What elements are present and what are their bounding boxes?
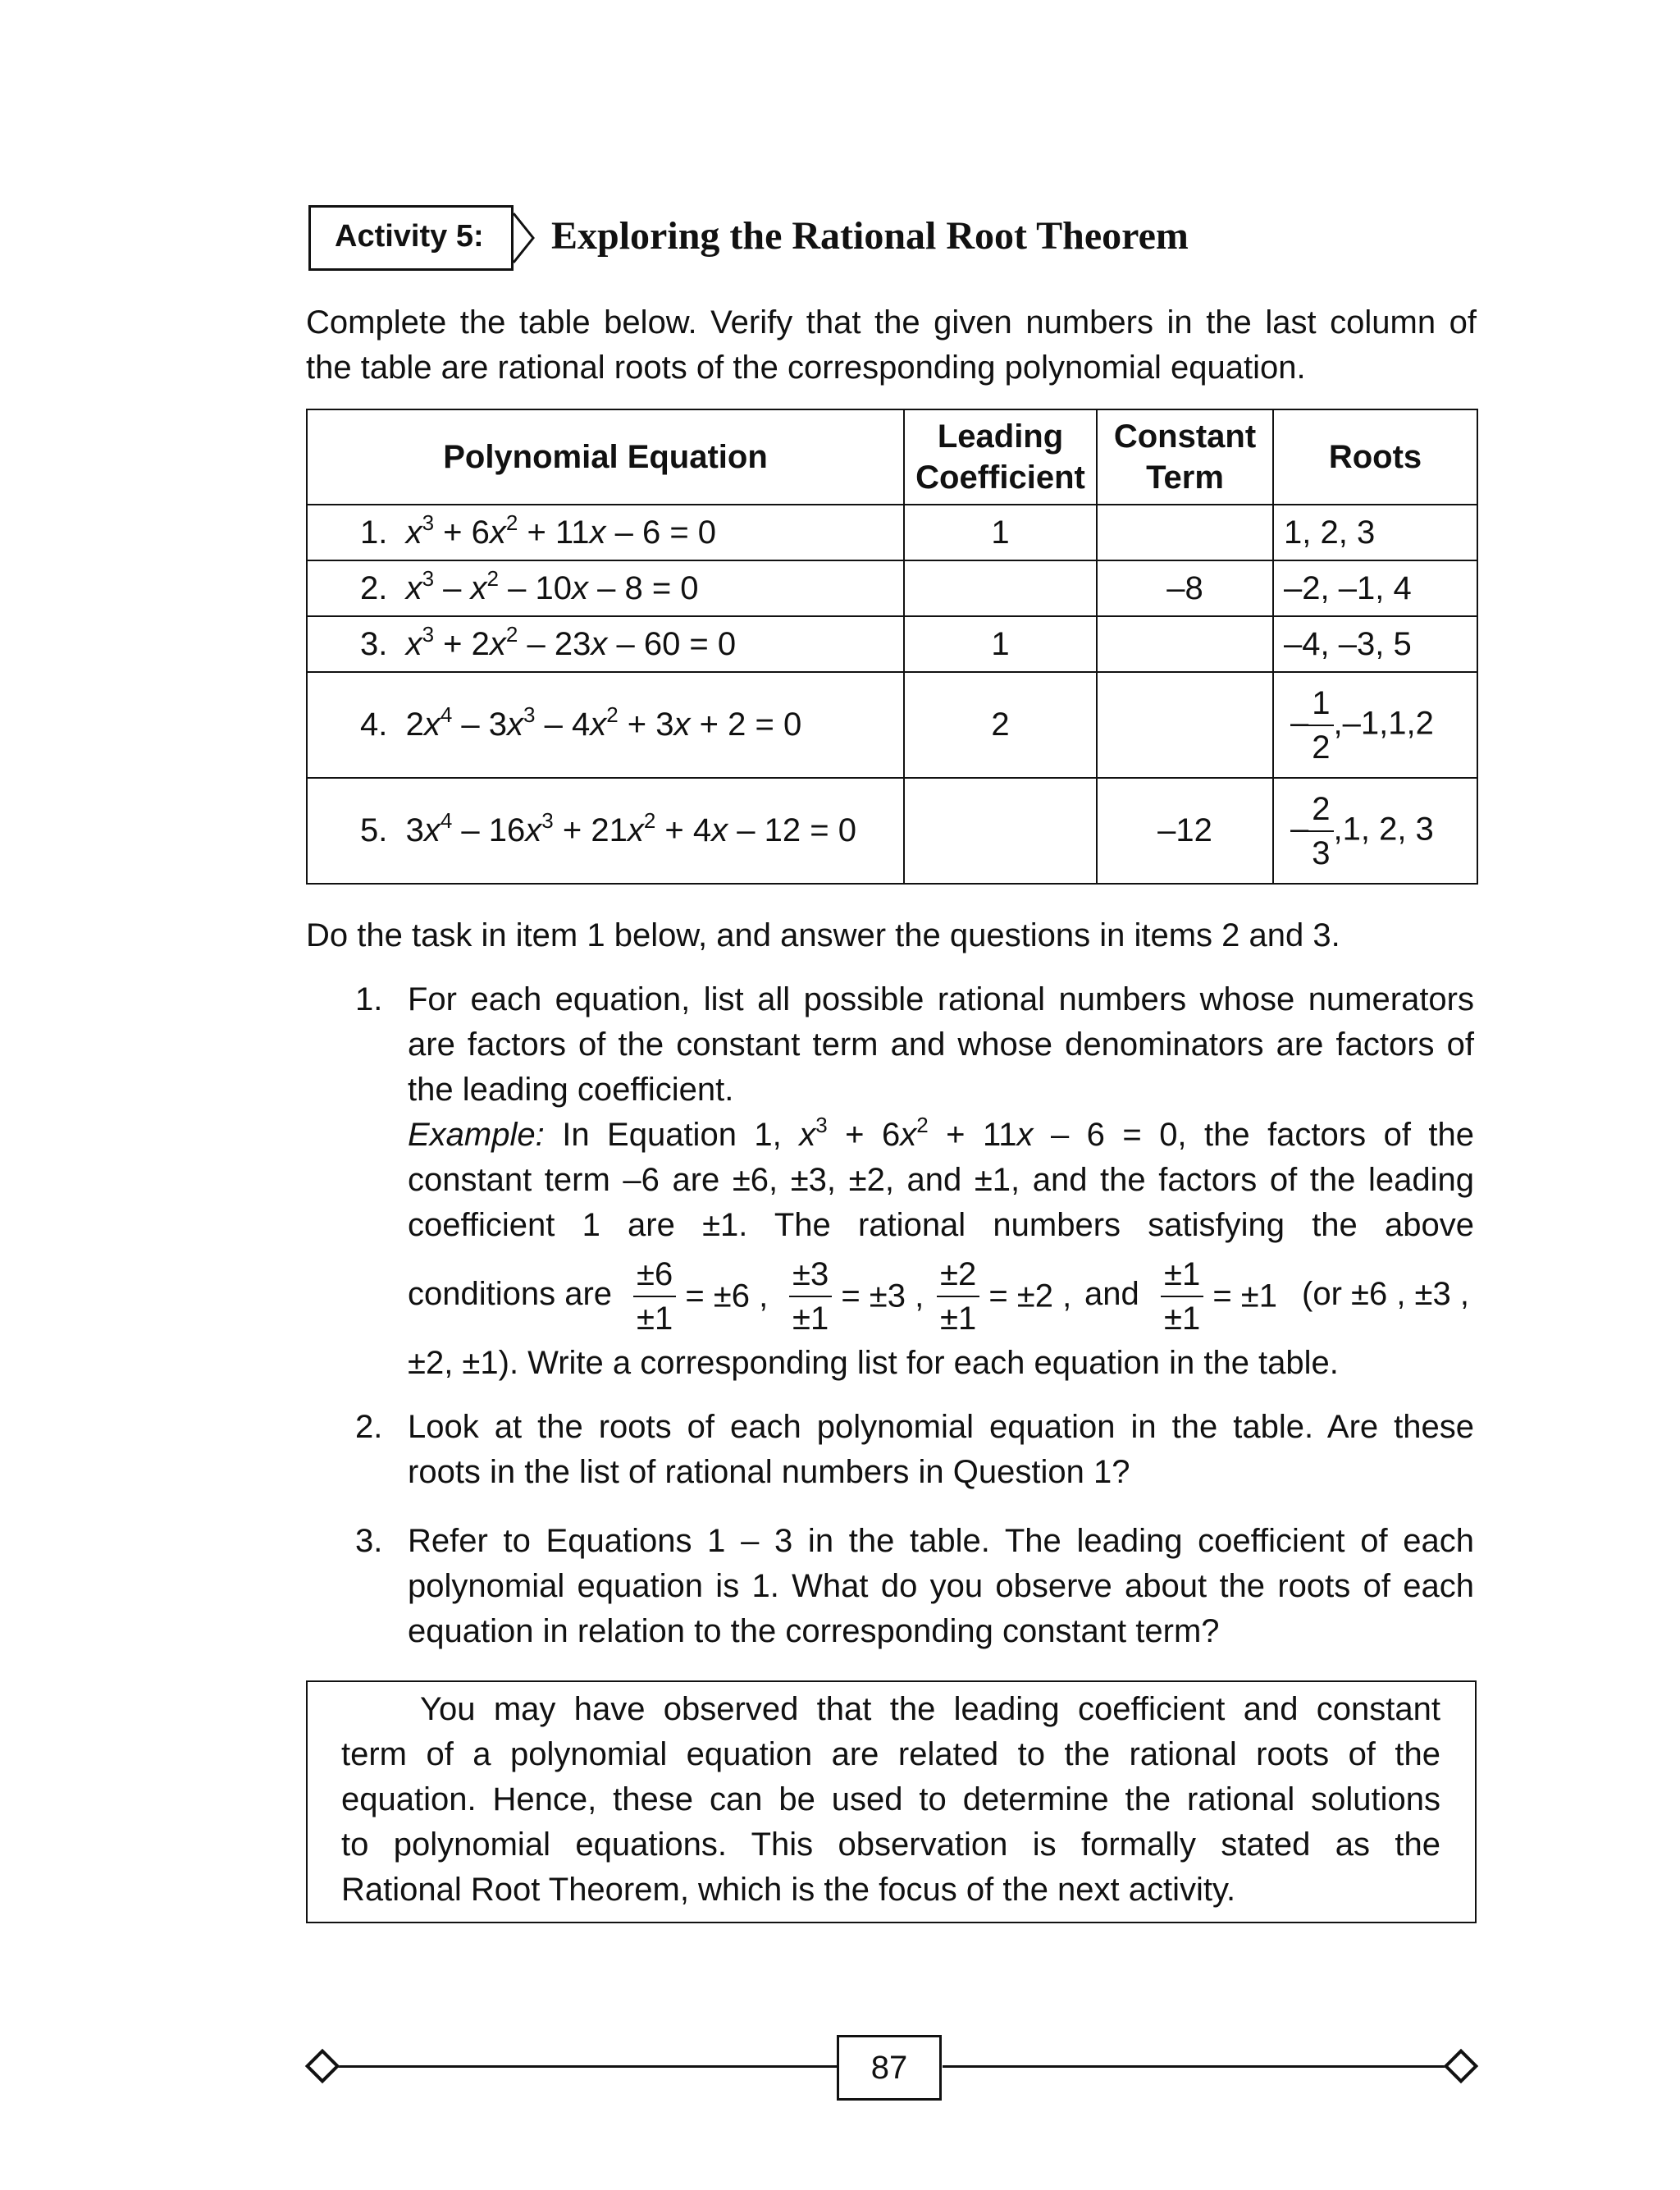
leading-coefficient-cell: 1 [904, 616, 1097, 672]
constant-term-cell [1097, 672, 1273, 778]
constant-term-cell: –12 [1097, 778, 1273, 884]
leading-coefficient-cell [904, 778, 1097, 884]
header-constant-term: Constant Term [1097, 409, 1273, 505]
footer-rule-right [943, 2065, 1459, 2068]
and-word: and [1084, 1276, 1139, 1312]
roots-cell: –4, –3, 5 [1273, 616, 1477, 672]
item-1-text [408, 977, 1474, 1248]
item-1-line: the leading coefficient. [408, 1072, 734, 1108]
leading-coefficient-cell [904, 560, 1097, 616]
constant-term-cell: –8 [1097, 560, 1273, 616]
activity-title: Exploring the Rational Root Theorem [551, 214, 1189, 258]
item-1-line: constant term –6 are ±6, ±3, ±2, and ±1, and the factors of the leading [408, 1162, 1474, 1198]
table-row [307, 505, 1477, 560]
leading-coefficient-cell: 1 [904, 505, 1097, 560]
instructions: Do the task in item 1 below, and answer the questions in items 2 and 3. [306, 917, 1340, 953]
rational-candidates-formula [408, 1246, 1478, 1344]
item-1-line: are factors of the constant term and whose denominators are factors of [408, 1026, 1474, 1063]
item-3-text [408, 1519, 1474, 1654]
fraction-2: $\frac{\pm 2}{\pm 1}$ = ±2 , [937, 1258, 1071, 1335]
roots-cell: – $\frac{2}{3}$ ,1, 2, 3 [1273, 778, 1477, 884]
intro-line-1: Complete the table below. Verify that the given numbers in the last column of [306, 304, 1477, 341]
or-open: (or ±6 , ±3 , [1302, 1276, 1469, 1312]
item-1-line: coefficient 1 are ±1. The rational numbers satisfying the above [408, 1207, 1474, 1243]
item-2-line: Look at the roots of each polynomial equation in the table. Are these [408, 1409, 1474, 1445]
rational-roots-table [306, 409, 1478, 885]
item-3-line: Refer to Equations 1 – 3 in the table. The leading coefficient of each [408, 1523, 1474, 1559]
roots-cell: 1, 2, 3 [1273, 505, 1477, 560]
equation-3: 3. $x^3 + 2x^2 - 23x - 60 = 0$ [307, 616, 904, 672]
table-row [307, 616, 1477, 672]
fraction-3: $\frac{\pm 3}{\pm 1}$ = ±3 , [789, 1258, 924, 1335]
activity-label: Activity 5: [335, 219, 484, 254]
item-3-number: 3. [355, 1523, 383, 1559]
constant-term-cell [1097, 616, 1273, 672]
header-polynomial-equation: Polynomial Equation [307, 409, 904, 505]
table-row [307, 778, 1477, 884]
table-header-row [307, 409, 1477, 505]
equation-2: 2. $x^3 - x^2 - 10x - 8 = 0$ [307, 560, 904, 616]
table-row [307, 560, 1477, 616]
equation-1: 1. $x^3 + 6x^2 + 11x - 6 = 0$ [307, 505, 904, 560]
item-3-line: equation in relation to the corresponding constant term? [408, 1613, 1220, 1649]
diamond-right-icon [1444, 2049, 1478, 2083]
equation-5: 5. $3x^4 - 16x^3 + 21x^2 + 4x - 12 = 0$ [307, 778, 904, 884]
item-1-number: 1. [355, 981, 383, 1017]
equation-4: 4. $2x^4 - 3x^3 - 4x^2 + 3x + 2 = 0$ [307, 672, 904, 778]
item-2-text [408, 1405, 1474, 1495]
item-2-number: 2. [355, 1409, 383, 1445]
footer-rule-left [324, 2065, 841, 2068]
roots-cell: – $\frac{1}{2}$ ,–1,1,2 [1273, 672, 1477, 778]
intro-line-2: the table are rational roots of the corresponding polynomial equation. [306, 350, 1306, 386]
constant-term-cell [1097, 505, 1273, 560]
table-row [307, 672, 1477, 778]
fraction-1: $\frac{\pm 1}{\pm 1}$ = ±1 [1161, 1258, 1277, 1335]
header-leading-coefficient: Leading Coefficient [904, 409, 1097, 505]
item-2-line: roots in the list of rational numbers in Question 1? [408, 1454, 1130, 1490]
summary-text [341, 1687, 1440, 1913]
chevron-right-icon [512, 205, 536, 271]
summary-line: to polynomial equations. This observation is formally stated as the [341, 1827, 1440, 1863]
leading-coefficient-cell: 2 [904, 672, 1097, 778]
item-3-line: polynomial equation is 1. What do you observe about the roots of each [408, 1568, 1474, 1604]
summary-line: Rational Root Theorem, which is the focus of the next activity. [341, 1872, 1236, 1908]
item-1-line: For each equation, list all possible rational numbers whose numerators [408, 981, 1474, 1017]
item-1-last-line: ±2, ±1). Write a corresponding list for each equation in the table. [408, 1345, 1339, 1381]
header-roots: Roots [1273, 409, 1477, 505]
conditions-label: conditions are [408, 1276, 613, 1312]
summary-line: equation. Hence, these can be used to determine the rational solutions [341, 1781, 1440, 1817]
roots-cell: –2, –1, 4 [1273, 560, 1477, 616]
fraction-6: $\frac{\pm 6}{\pm 1}$ = ±6 , [633, 1258, 768, 1335]
item-1-example-line: Example: In Equation 1, $x^3 + 6x^2 + 11x - 6 = 0$, the factors of the [408, 1113, 1474, 1153]
summary-line: term of a polynomial equation are related to the rational roots of the [341, 1736, 1440, 1772]
page-number: 87 [837, 2035, 942, 2101]
summary-line: You may have observed that the leading coefficient and constant [420, 1691, 1440, 1727]
diamond-left-icon [305, 2049, 340, 2083]
